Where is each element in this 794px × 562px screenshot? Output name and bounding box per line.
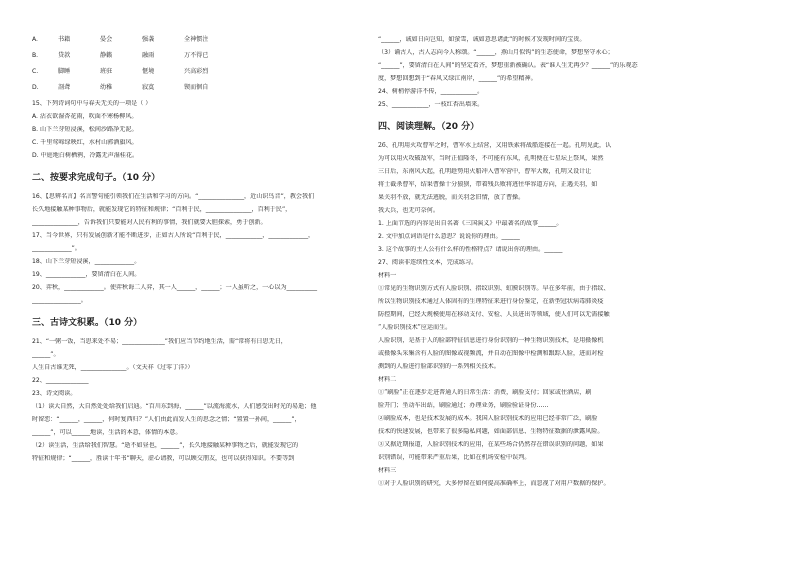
material-2-line: ③又据近期报道，人脸识别技术的应用，在某些场合仍然存在错误识别的问题，如果	[378, 441, 604, 448]
passage-26-line: 三日后，东南风大起，孔明趁势用火船冲入曹军营中，曹军大败，孔明又设计让	[378, 168, 592, 175]
material-3-heading: 材料三	[378, 467, 397, 474]
section-2-heading: 二、按要求完成句子。（10 分）	[32, 173, 161, 183]
question-23-2-line: （2）读生活，生活给我们智慧。“逝不如昼也，______”，长久地接触某种事物之后，就能发现它的	[32, 442, 299, 449]
option-word: 剖聋	[58, 84, 71, 91]
option-row-c	[32, 68, 384, 75]
option-word: 脚睡	[58, 68, 71, 75]
q15-option-c: C. 千里莺啼绿映红，水村山郭酒旗风。	[32, 139, 138, 146]
option-label: B.	[32, 52, 39, 59]
question-22: 人生自古谁无死，_______________。（文天祥《过零丁洋》）	[32, 364, 194, 371]
q15-option-a: A. 沾衣欲湿杏花雨，吹面不寒杨柳风。	[32, 113, 138, 120]
question-20-line: 20、弈秋，_____________。使弈秋诲二人弈，其一人______，______；一人虽听之，一心以为__________	[32, 284, 318, 291]
option-word: 晏会	[100, 36, 113, 43]
material-2-line: 脸开门；坐动车出站，刷脸通过；办理业务，刷脸验证身份……	[378, 402, 549, 409]
question-20-line: ________________。	[32, 297, 87, 304]
question-16-line: 16、【思辨名言】名言警句能引领我们在生活和学习的方向。“_______________，近山识鸟音”，教会我们	[32, 193, 315, 200]
question-21-line: 21、“一粥一饭，当思来处不易；______________”我们应当节约地生活，需“常将有日思无日，	[32, 338, 287, 345]
poetry-line: “______，诚如日向岂知，如萤雪，诚如意思诸此”的时候才发现时间的宝贵。	[378, 36, 586, 43]
option-row-b	[32, 52, 384, 59]
question-25: 25、____________，一枝红杏出墙来。	[378, 101, 484, 108]
material-1b-line: 测到的人脸进行脸部识别的一系列相关技术。	[378, 363, 500, 370]
option-row-a	[32, 36, 384, 43]
passage-26-line: 果关羽不放，就无法逃脱，而关羽念旧情，放了曹操。	[378, 194, 525, 201]
option-word: 融雨	[142, 52, 155, 59]
question-16-line: _______________，告诉我们只要能对人民有利的事情，我们就要大胆探索，勇于创新。	[32, 219, 267, 226]
option-word: 班驻	[100, 68, 113, 75]
left-column	[32, 36, 384, 462]
passage-26-line: 为可以用火攻破敌军，当时正值隆冬，不可能有东风，孔明便在七星坛上祭风，果然	[378, 155, 604, 162]
q15-option-b: B. 山下兰芽短浸溪，松间沙路净无泥。	[32, 126, 138, 133]
material-2-line: 识别错误，可能带来严重后果，比如在机场安检中误判。	[378, 454, 531, 461]
material-1-line: 防控期间，已经大规模使用在移动支付、安检、人员进出等领域，使人们可以无需接触	[378, 311, 610, 318]
option-label: D.	[32, 84, 39, 91]
question-17-line: _____________”。	[32, 245, 81, 252]
question-23-1-line: 时留恋：“______，______，何时复西归？”人们由此而发人生的思念之情；“置置一孙间，______”，	[32, 416, 301, 423]
q15-option-d: D. 中庭地白树栖鸦，冷露无声湿桂花。	[32, 152, 139, 159]
passage-26-line: 我大兵，也无可奈何。	[378, 207, 439, 214]
material-2-heading: 材料二	[378, 376, 397, 383]
question-27: 27、阅读非连续性文本，完成练习。	[378, 259, 478, 266]
question-26-2: 2. 文中加点词语是什么意思？说说你的理由。______	[378, 233, 520, 240]
option-word: 贷款	[58, 52, 71, 59]
option-row-d	[32, 84, 384, 91]
option-word: 万不得已	[184, 52, 209, 59]
question-22b: 22、______________	[32, 377, 89, 384]
question-18: 18、山下兰芽短浸溪，_____________。	[32, 258, 141, 265]
option-word: 锲而徊自	[184, 84, 209, 91]
option-word: 兴高彩烈	[184, 68, 209, 75]
material-1-line: ①常见的生物识别方式有人脸识别、指纹识别、虹膜识别等。早在多年前，由于指纹、	[378, 285, 610, 292]
passage-26-line: 26、孔明用火攻曹军之时，曹军水上结营，又用铁索将战船连接在一起。孔明见此，认	[378, 142, 612, 149]
section-4-heading: 四、阅读理解。（20 分）	[378, 122, 480, 132]
question-19: 19、_____________，要留清白在人间。	[32, 271, 141, 278]
material-1b-line: 或摄像头采集含有人脸的图像或视频流，并自动在图像中检测和跟踪人脸，进而对检	[378, 350, 604, 357]
material-2-line: ①“刷脸”正在逐步走进普通人的日常生活：消费，刷脸支付；回家或住酒店，刷	[378, 389, 592, 396]
option-word: 全神惯注	[184, 36, 209, 43]
poetry-line: （3）诵古人，古人志向今人称颂。“______，燕山月似钩”的生态使命，梦想坚守永心；	[378, 49, 614, 56]
material-3-line: ①对于人脸识别的研究，大多停留在如何提高准确率上，而忽视了对用户数据的保护。	[378, 480, 610, 487]
question-23-2-line: 特征和规律；“______，胜读十年书”聊天，虚心请教，可以顾交朋友，也可以获得知识。不要等到	[32, 455, 295, 462]
option-word: 静籁	[100, 52, 113, 59]
option-word: 惬境	[142, 68, 155, 75]
poetry-line: 度，梦想回想到于“春风又绿江南岸，______”的希望精神。	[378, 75, 537, 82]
question-23-1-line: ______”，可以______地读，生活的本意，体情的本意。	[32, 429, 182, 436]
option-word: 寂寞	[142, 84, 155, 91]
question-17-line: 17、当今世界，只有发展创新才能不断进步，正如古人所说“百利于民，____________，_____________，	[32, 232, 315, 239]
question-15: 15、下列诗词句中与春天无关的一项是（ ）	[32, 100, 152, 107]
option-word: 书籍	[58, 36, 71, 43]
material-2-line: 技术的快速发展，也带来了很多隐私问题，如面部信息、生物特征数据的泄露风险。	[378, 428, 604, 435]
material-1-line: “人脸识别技术”应运而生。	[378, 324, 452, 331]
poetry-line: “______”，要留清白在人间”的坚定看齐，梦想重新被确认。表“谁人生无再少？______”的乐观态	[378, 62, 638, 69]
option-word: 强袭	[142, 36, 155, 43]
material-1-line: 所以生物识别技术通过人体固有的生理特征来进行身份鉴定，在新型冠状病毒肺炎疫	[378, 298, 604, 305]
question-23-1-line: （1）读大自然，大自然处处给我们启迪。“百川东到海，______”以流海流水，人们感受出时光的易逝；他	[32, 403, 317, 410]
material-2-line: ②刷脸成本，也是技术发展的成本。我国人脸识别技术的应用已经非常广泛，刷脸	[378, 415, 598, 422]
section-3-heading: 三、古诗文积累。（10 分）	[32, 318, 143, 328]
option-label: A.	[32, 36, 38, 43]
option-word: 幼稚	[100, 84, 113, 91]
question-21-line: ______”。	[32, 351, 60, 358]
option-label: C.	[32, 68, 39, 75]
material-1b-line: 人脸识别，是基于人的脸部特征信息进行身份识别的一种生物识别技术，是用摄像机	[378, 337, 604, 344]
question-24: 24、树梢停游洋不传，____________。	[378, 88, 484, 95]
passage-26-line: 将士截杀曹军，结果曹操十分狼狈，带着残兵败将逃往华容道方向，正遇关羽，如	[378, 181, 598, 188]
right-column	[378, 36, 730, 487]
question-26-3: 3. 这个故事的主人公有什么样的性格特点？请说出你的理由。______	[378, 246, 563, 253]
material-1-heading: 材料一	[378, 272, 397, 279]
question-23: 23、诗文阅读。	[32, 390, 77, 397]
question-26-1: 1. 上面节选的内容是出自名著《三国演义》中最著名的故事______。	[378, 220, 563, 227]
question-16-line: 长久地接触某种事物后，就能发现它的特征和规律；“百利于民，_______________，百利于民”，	[32, 206, 292, 213]
